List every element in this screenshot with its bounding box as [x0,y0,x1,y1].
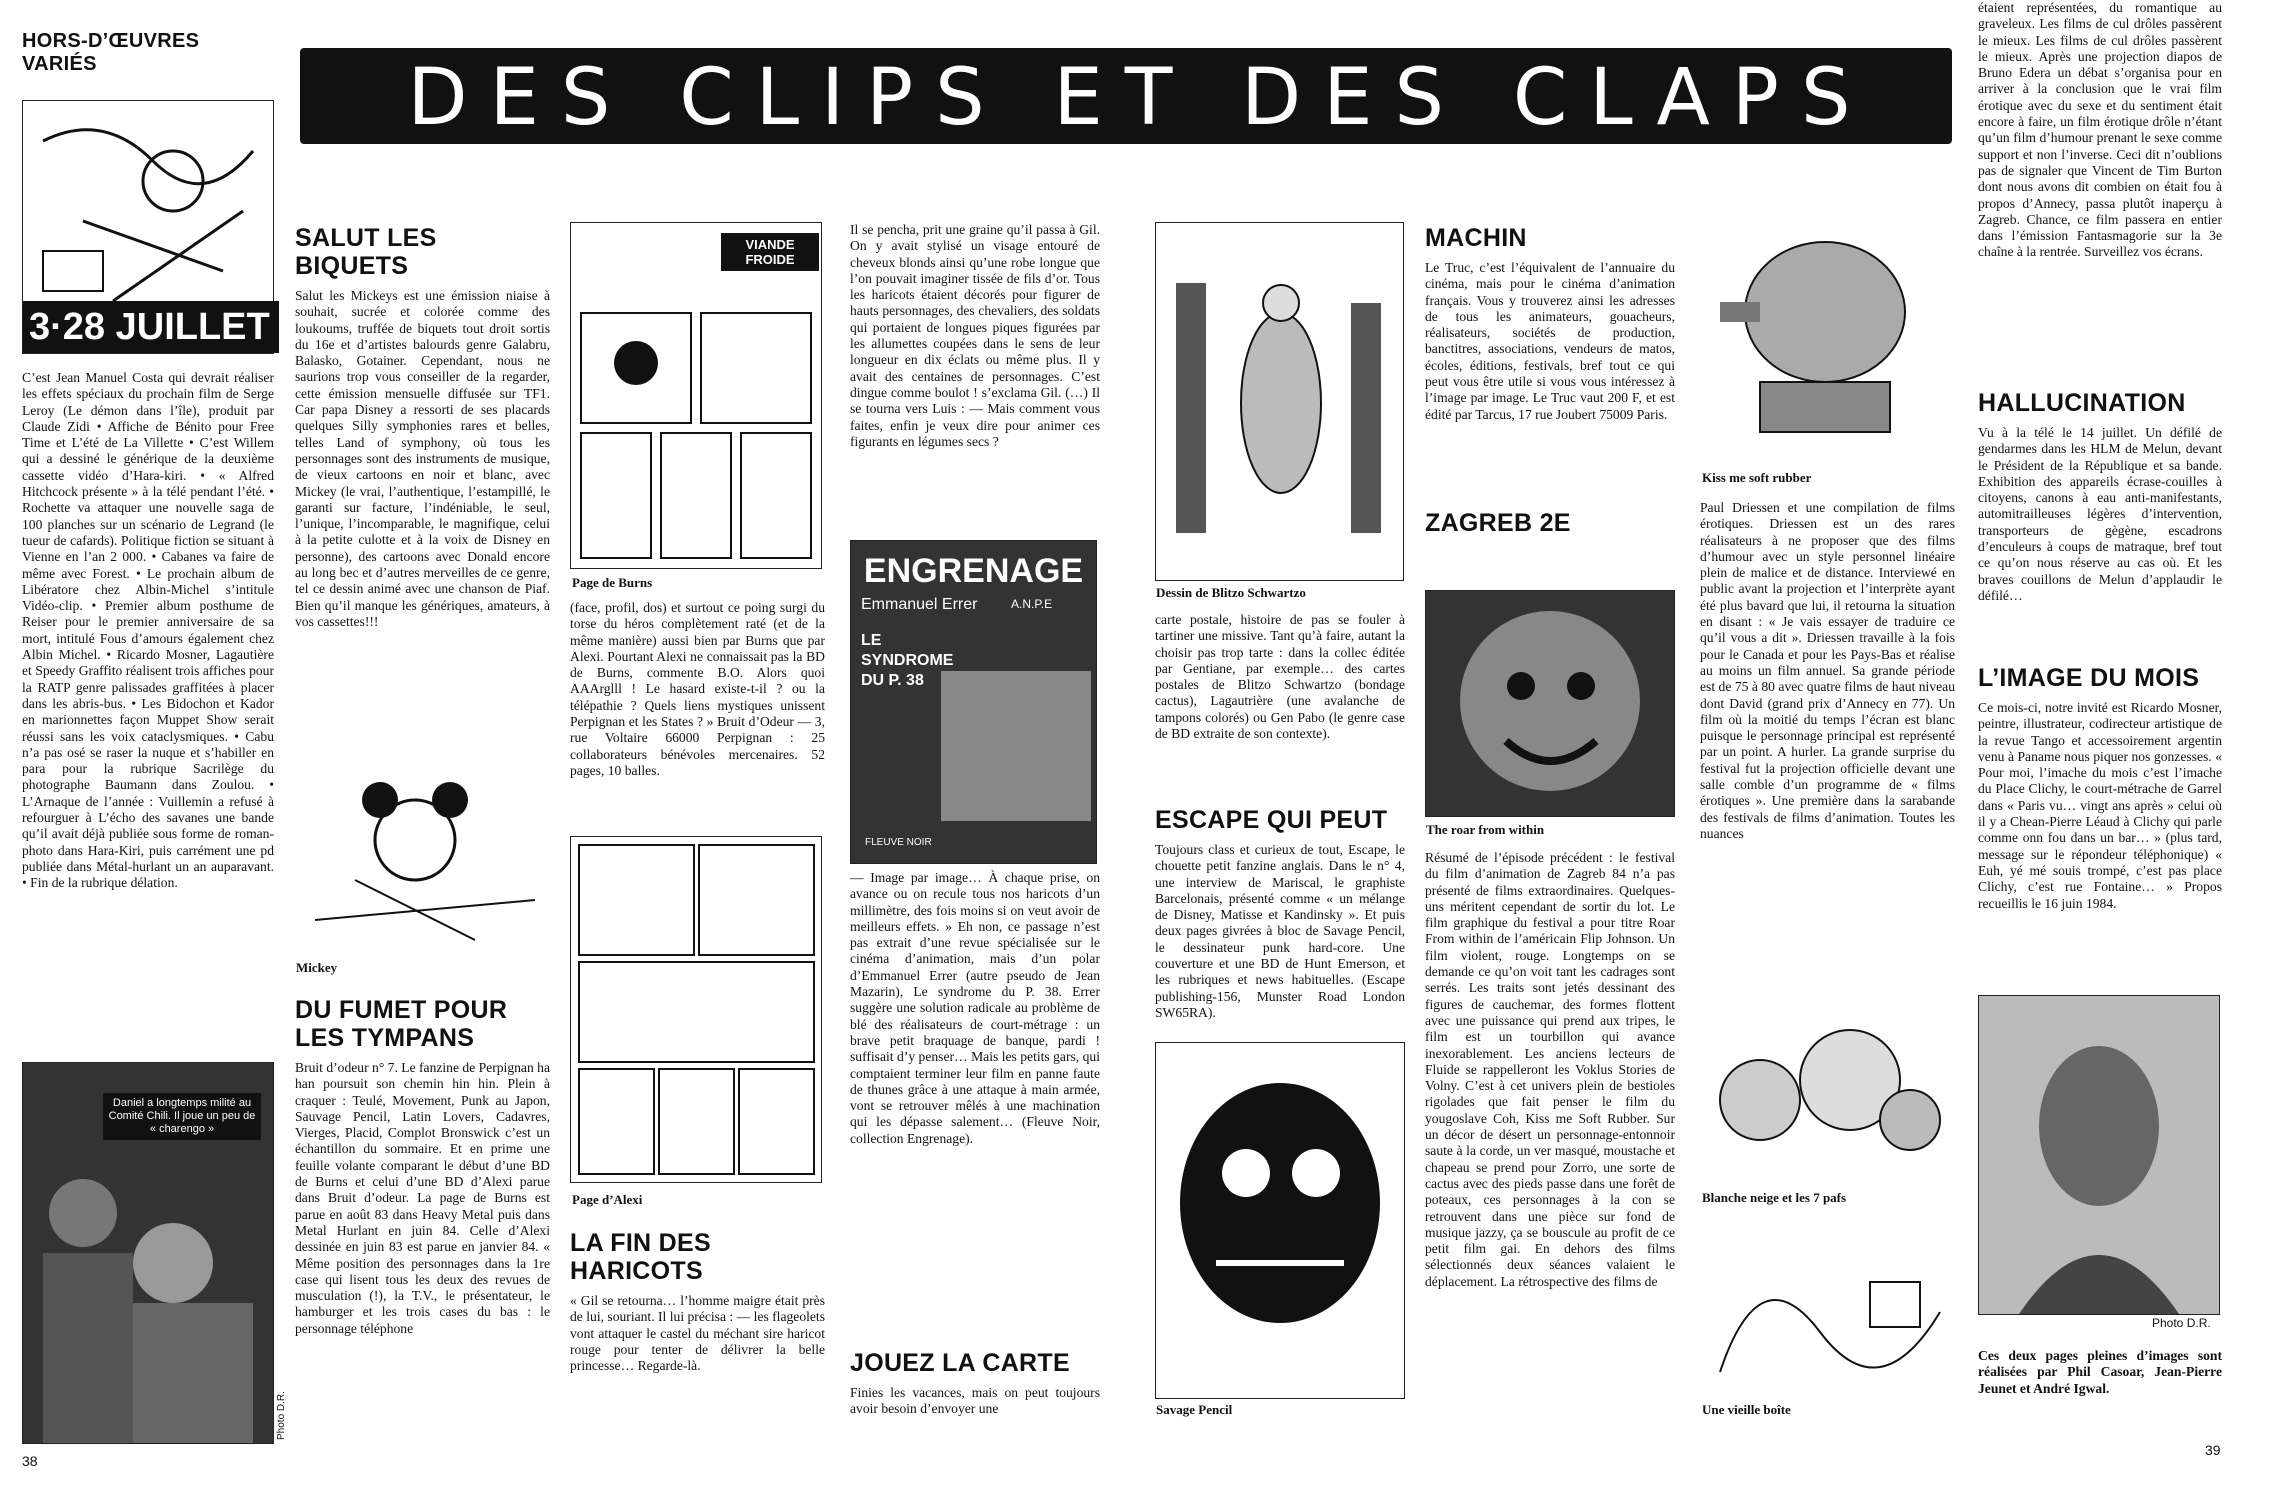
fumet-heading: DU FUMET POUR LES TYMPANS [295,996,508,1052]
burns-caption: Page de Burns [572,575,653,590]
savage-pencil-drawing [1155,1042,1405,1399]
poster-illustration [22,100,274,354]
mickey-illustration [295,770,545,950]
burns-comic-page [570,222,822,569]
alexi-caption: Page d’Alexi [572,1192,643,1207]
vieille-boite-drawing [1700,1212,1950,1397]
haricots-section [570,1225,825,1475]
right-top-block [1978,0,2222,380]
alexi-panels [571,837,821,1182]
blitzo-caption: Dessin de Blitzo Schwartzo [1156,585,1306,600]
photo-credit-right: Photo D.R. [2152,1316,2211,1330]
fumet-text: Bruit d’odeur n° 7. Le fanzine de Perpignan ha han poursuit son chemin hin hin. Plein à craquer : Teulé, Movement, Punk au Japon, Sauvage Pencil, Latin Lovers, Cadavres, Vierges, Placid, Complot Bronswick c’est un échantillon du sommaire. Et en prime une feuille volante comparant le début d’une BD de Burns et celui d’une BD d’Alexi parue dans Bruit d’odeur. La page de Burns est parue en août 83 dans Heavy Metal puis dans Metal Hurlant en juin 84. Celle d’Alexi dessinée en juin 83 est parue en janvier 84. « Même position des personnages dans la 1re case qui lisent tous les deux des revues de musculation (!), la T.V., le présentateur, le hamburger et les trois cases du bas : le personnage téléphone [295,1060,550,1336]
poster-date: 3·28 JUILLET [23,301,279,353]
hors-doeuvres-body [22,370,274,1050]
blitzo-cactus-figure [1156,223,1403,580]
page-number-right: 39 [2205,1442,2221,1458]
cover-photo [941,671,1091,821]
mickey-caption: Mickey [296,960,338,975]
alexi-comic-page [570,836,822,1183]
cover-subtitle: LE SYNDROME DU P. 38 [861,632,954,689]
hors-doeuvres-heading-block [22,30,272,75]
burns-panels [571,223,821,568]
jouez-section [850,1345,1100,1475]
burns-text: (face, profil, dos) et surtout ce poing surgi du torse du héros complètement raté (et de la même manière) aussi bien par Burns que par Alexi. Pourtant Alexi ne connaissait pas la BD de Burns, commente B.O. Alors quoi AAArglll ! Le hasard existe-t-il ? ou la télépathie ? Quels liens mystiques unissent Perpignan et les States ? » Bruit d’Odeur — 3, rue Voltaire 66000 Perpignan : 25 collaborateurs bénévoles mercenaires. 52 pages, 10 balles. [570,600,825,778]
fumet-section [295,992,550,1472]
kiss-robot [1700,222,1950,462]
zagreb-text-block [1425,850,1675,1475]
roar-image [1425,590,1675,817]
engrenage-top-block [850,222,1100,532]
blanche-neige-image [1700,980,1950,1180]
vieille-boite-image [1700,1212,1950,1397]
portrait-silhouette [1979,996,2219,1314]
credits-text: Ces deux pages pleines d’images sont réalisées par Phil Casoar, Jean-Pierre Jeunet et André Igwal. [1978,1348,2222,1396]
engrenage-book-cover [850,540,1097,864]
salut-section [295,220,550,820]
banner-title: DES CLIPS ET DES CLAPS [407,53,1873,143]
mickey-drawing [295,770,545,950]
escape-text: Toujours class et curieux de tout, Escape, le chouette petit fanzine anglais. Dans le n° 4, une interview de Mariscal, le graphiste Barcelonais, présenté comme « un mélange de Disney, Matisse et Kandinsky ». Et puis deux pages givrées à bloc de Savage Pencil, le dessinateur punk hard-core. Une couverture et une BD de Hunt Emerson, et les rubriques et news habituelles. (Escape publishing-156, Munster Road London SW65RA). [1155,842,1405,1020]
hallucination-heading: HALLUCINATION [1978,389,2186,417]
burns-text-block [570,600,825,830]
cover-author: Emmanuel Errer [861,596,978,613]
portrait-photo [1978,995,2220,1315]
page-number-left: 38 [22,1453,38,1469]
engrenage-bottom-block [850,870,1100,1370]
image-du-mois-heading: L’IMAGE DU MOIS [1978,664,2200,692]
haricots-text: « Gil se retourna… l’homme maigre était près de lui, souriant. Il lui précisa : — les flageolets vont attaquer le castel du méchant sire haricot rouge pour tenter de délivrer la belle princesse… Regarde-là. [570,1293,825,1374]
hallucination-text: Vu à la télé le 14 juillet. Un défilé de gendarmes dans les HLM de Melun, devant le Président de la République et sa bande. Exhibition des appareils écrase-couilles à citoyens, canons à eau anti-manifestants, automitrailleuses légères d’intervention, transporteurs de gègène, escadrons d’enculeurs à coups de matraque, bref tout ce qu’on nous réserve au cas où. Et les braves couillons de Melun d’applaudir le défilé… [1978,425,2222,603]
kiss-image [1700,222,1950,462]
jouez-heading: JOUEZ LA CARTE [850,1349,1070,1377]
zagreb-heading-block [1425,505,1675,545]
blanche-caption: Blanche neige et les 7 pafs [1702,1190,1847,1205]
blanche-neige-drawing [1700,980,1950,1180]
pencil-caption: Savage Pencil [1156,1402,1233,1417]
hors-doeuvres-text: C’est Jean Manuel Costa qui devrait réaliser les effets spéciaux du prochain film de Serge Leroy (Le démon dans l’île), produit par Claude Zidi • Affiche de Bénito pour Free Time et L’été de La Villette • C’est Willem qui a dessiné le générique de la deuxième cassette vidéo d’Hara-kiri. • « Alfred Hitchcock présente » à la télé pendant l’été. • Rochette va attaquer une nouvelle saga de 100 planches sur un scénario de Legrand (le tueur de cafards). Politique fiction se situant à Vienne en l’an 2 000. • Cabanes va faire de même avec Forest. • Le prochain album de Libératore chez Albin-Michel s’intitule Vidéo-clip. • Premier album posthume de Reiser pour le premier anniversaire de sa mort, intitulé Fous d’amours également chez Albin Michel. • Ricardo Mosner, Lagautière et Speedy Graffito réalisent trois affiches pour la RATP genre palissades graffitées à placer dans les abris-bus. • Les Bidochon et Kador en marionnettes façon Muppet Show serait réussi sans les voix cataclysmiques. • Cabu n’a pas osé se raser la nuque et s’habiller en para pour la rubrique Sacrilège du photographe Baumann dans Zoulou. • L’Arnaque de l’année : Vuillemin a refusé à refourguer à L’écho des savanes une bande qu’il avait déjà publiée sous forme de roman-photo dans Hara-Kiri, puis carrément une pd publiée dans Métal-hurlant un an auparavant. • Fin de la rubrique délation. [22,370,274,891]
photo-daniel [22,1062,274,1444]
haricots-heading: LA FIN DES HARICOTS [570,1229,711,1285]
blitzo-drawing [1155,222,1404,581]
pencil-monster [1156,1043,1404,1398]
machin-section [1425,220,1675,510]
roar-caption: The roar from within [1426,822,1545,837]
blitzo-text-block [1155,612,1405,782]
salut-heading: SALUT LES BIQUETS [295,224,437,280]
cover-publisher: FLEUVE NOIR [865,837,932,848]
kiss-text: Paul Driessen et une compilation de films érotiques. Driessen est un des rares réalisateurs à ne proposer que des films d’humour avec un style personnel linéaire plein de malice et de distance. Interviewé en public avant la projection et l’interprète ayant été plus bavard que lui, il retourna la situation en disant : « Je vais essayer de traduire ce qu’il vous a dit ». Driessen travaille à la fois pour le Canada et pour les Pays-Bas et réalise au moins un film annuel. Sa grande période est de 75 à 80 avec quatre films de haut niveau dont David (grand prix d’Annecy en 77). Un film où la moitié du temps l’écran est blanc puisque le personnage principal est représenté par un point. A hurler. La grande surprise du festival fut la projection officielle devant une salle comble d’un programme de « films érotiques ». Une première dans la sarabande des festivals de films d’animation. Toutes les nuances [1700,500,1955,841]
salut-text: Salut les Mickeys est une émission niaise à souhait, sucrée et colorée comme des loukoums, truffée de biquets tout droit sortis du 16e et d’artistes balourds genre Galabru, Balasko, Gotainer. Cependant, nous ne saurions trop vous conseiller de la regarder, cette émission mensuelle diffusée sur TF1. Car papa Disney a ressorti de ses placards quelques Silly symphonies rares et belles, telles Land of symphony, où tous les personnages sont des instruments de musique, de vieux cartoons en noir et blanc, avec Mickey (le vrai, l’authentique, l’estampillé, le garanti sur facture, l’indéniable, le seul, l’unique, l’incomparable, le magnifique, celui à la petite culotte et à la voix de Disney en personne), des cartoons avec Donald encore au long bec et d’autres merveilles de ce genre, tel ce dessin animé avec une chanson de Piaf. Bien qu’il manque les génériques, amateurs, à vos cassettes!!! [295,288,550,629]
burns-comic-title: VIANDE FROIDE [721,233,819,271]
zagreb-text: Résumé de l’épisode précédent : le festival du film d’animation de Zagreb 84 n’a pas présenté de films extraordinaires. Quelques-uns méritent cependant de sortir du lot. Le film graphique du festival a pour titre Roar From within de l’américain Flip Johnson. Un film violent, rouge. Longtemps on se demande ce qu’on voit tant les cadrages sont serrés. Les traits sont jetés dessinant des figures de cauchemar, des formes flottent avec une puissance qui prend aux tripes, le film est un tourbillon qui avance inexorablement. Les anciens lecteurs de Fluide se rappelleront les Voklus Stories de Volny. C’est à cet univers plein de bestioles rigolades que fait penser le film du yougoslave Coh, Kiss me Soft Rubber. Sur un décor de désert un personnage-entonnoir saute à la corde, un ver masqué, moustache et chapeau se prend pour Zorro, une sorte de cactus avec des pieds passe dans une forêt de poteaux, ces personnages à la con se retrouvent dans une pièce sur fond de musique jazzy, ça se bouscule au profit de ce petit film gai. En dehors des films sélectionnés deux séances valaient le déplacement. La rétrospective des films de [1425,850,1675,1289]
machin-text: Le Truc, c’est l’équivalent de l’annuaire du cinéma, mais pour le cinéma d’animation français. Vous y trouverez ainsi les adresses de tous les animateurs, gouacheurs, réalisateurs, sociétés de production, banctitres, associations, vendeurs de matos, écoles, éditions, festivals, bref tout ce qui peut vous être utile si vous vous intéressez à l’image par image. Le Truc vaut 200 F, et est édité par Tarcus, 17 rue Joubert 75009 Paris. [1425,260,1675,422]
cover-title: ENGRENAGE [863,552,1084,590]
image-du-mois-text: Ce mois-ci, notre invité est Ricardo Mosner, peintre, illustrateur, codirecteur artistique de la revue Tango et accessoirement argentin venu à Paname nous piquer nos gonzesses. « Pour moi, l’imache du mois c’est l’imache du Place Clichy, le court-métrache de Garrel dans « Paris vu… vingt ans après » celui où il y a Chean-Pierre Léaud à Clichy qui parle comme onn fou dans un bar… » (plus tard, message sur le répondeur téléphonique) « Euh, yé mé souis trompé, c’est pas place Clichy, c’est rue Fontaine… » Propos recueillis le 16 juin 1984. [1978,700,2222,911]
boite-caption: Une vieille boîte [1702,1402,1791,1417]
hors-doeuvres-heading: HORS-D’ŒUVRES VARIÉS [22,30,200,75]
jouez-text: Finies les vacances, mais on peut toujours avoir besoin d’envoyer une [850,1385,1100,1417]
photo-credit-left: Photo D.R. [276,1391,287,1440]
cover-sign: A.N.P.E [1011,597,1053,611]
right-top-text: étaient représentées, du romantique au graveleux. Les films de cul drôles passèrent le mieux. Les films de cul drôles passèrent le mieux. Après une projection diapos de Bruno Edera un débat s’organisa pour en arriver à la conclusion que le vrai film érotique avec du sexe et du sentiment était encore à faire, un film érotique drôle n’étant qu’un film d’humour prenant le sexe comme support et non l’inverse. Ceci dit n’oublions pas de signaler que Vincent de Tim Burton dont nous avons dit combien on était fou à propos d’Annecy, passa plutôt inaperçu à Zagreb. Chance, ce film passera en entier dans l’émission Fantasmagorie sur la 3e chaîne à la rentrée. Surveillez vos écrans. [1978,0,2222,260]
machin-heading: MACHIN [1425,224,1527,252]
roar-face [1426,591,1674,816]
engrenage-bottom-text: — Image par image… À chaque prise, on avance ou on recule tous nos haricots d’un millimètre, des fois moins si on veut avoir de meilleurs effets. » Eh non, ce passage n’est pas extrait d’une revue spécialisée sur le cinéma d’animation, mais d’un polar d’Emmanuel Errer (autre pseudo de Jean Mazarin), Le syndrome du P. 38. Errer suggère une solution radicale au problème de blé des réalisateurs de court-métrage : un brave petit braquage de banque, pardi ! suffisait d’y penser… Mais les petits gars, qui comptaient terminer leur film en panne faute de thunes grâce à une attaque à main armée, vont se retrouver mêlés à une machination qui les dépasse salement… (Fleuve Noir, collection Engrenage). [850,870,1100,1146]
engrenage-top-text: Il se pencha, prit une graine qu’il passa à Gil. On y avait stylisé un visage entouré de cheveux blonds ainsi qu’une robe longue que l’on pouvait imaginer tissée de fils d’or. Tous les haricots étaient décorés pour figurer de hauts personnages, des chevaliers, des soldats qui portaient de longues piques figurées par les allumettes coupées dans le sens de leur longueur en dix éclats ou même plus. Il y avait des centaines de personnages. C’est dingue comme boulot ! s’exclama Gil. (…) Il se tourna vers Luis : — Mais comment vous faites, enfin je veux dire pour animer ces figurants en légumes secs ? [850,222,1100,449]
credits-footer [1978,1348,2222,1418]
escape-section [1155,802,1405,1042]
kiss-caption: Kiss me soft rubber [1702,470,1812,485]
kiss-text-block [1700,500,1955,980]
zagreb-heading: ZAGREB 2E [1425,509,1571,537]
blitzo-text: carte postale, histoire de pas se fouler à tartiner une missive. Tant qu’à faire, autant la choisir pas trop tarte : dans la collec éditée par Gentiane, par exemple… des cartes postales de Blitzo Schwartzo (bondage cactus), Lagautrière (une avalanche de tampons colorés) ou Gen Pabo (le genre case de BD extraite de son contexte). [1155,612,1405,742]
photo-bubble: Daniel a longtemps milité au Comité Chili. Il joue un peu de « charengo » [103,1093,261,1140]
escape-heading: ESCAPE QUI PEUT [1155,806,1388,834]
photo-figures [23,1063,273,1443]
hallucination-section [1978,385,2222,665]
image-du-mois-section [1978,660,2222,990]
